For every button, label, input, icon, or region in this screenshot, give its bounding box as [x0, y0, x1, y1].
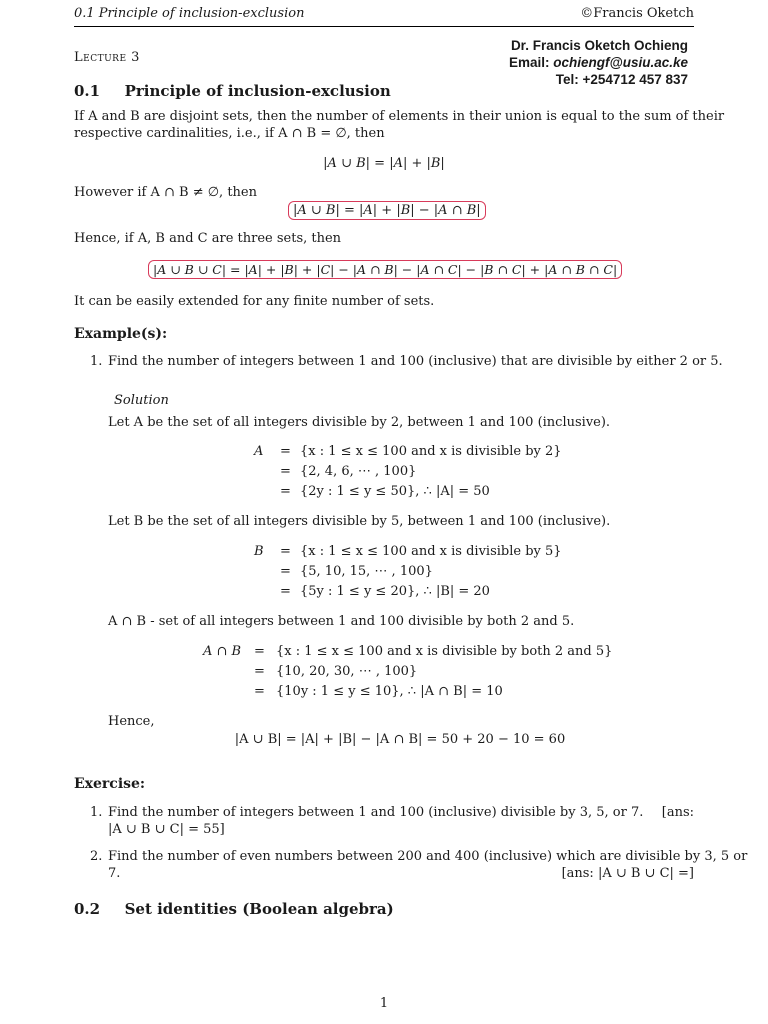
set-a-row-1: {x : 1 ≤ x ≤ 100 and x is divisible by 2}: [300, 444, 562, 459]
eq-sign: =: [254, 684, 265, 699]
equation-disjoint-union: |A ∪ B| = |A| + |B|: [323, 156, 445, 171]
example-1-number: 1.: [90, 354, 103, 369]
set-ab-description: A ∩ B - set of all integers between 1 and 100 divisible by both 2 and 5.: [108, 614, 575, 629]
lecture-label: Lecture 3: [74, 50, 140, 65]
hence-label: Hence,: [108, 714, 155, 729]
set-ab-row-1: {x : 1 ≤ x ≤ 100 and x is divisible by both 2 and 5}: [276, 644, 613, 659]
exercise-2-answer: [ans: |A ∪ B ∪ C| =]: [561, 866, 694, 881]
set-b-row-3: {5y : 1 ≤ y ≤ 20}, ∴ |B| = 20: [300, 584, 490, 599]
exercise-2-line-2: 7.: [108, 866, 121, 881]
set-a-lhs: A: [254, 444, 264, 459]
examples-heading: Example(s):: [74, 326, 168, 342]
author-name: Dr. Francis Oketch Ochieng: [510, 38, 688, 53]
author-email-line: [509, 54, 688, 71]
extension-line: It can be easily extended for any finite number of sets.: [74, 294, 435, 309]
author-block: [509, 37, 688, 88]
eq-sign: =: [254, 644, 265, 659]
exercise-1-question: Find the number of integers between 1 and 100 (inclusive) divisible by 3, 5, or 7.: [108, 805, 644, 820]
page-number: 1: [379, 996, 389, 1011]
intro-line-1: If A and B are disjoint sets, then the number of elements in their union is equal to the sum of their: [74, 109, 725, 124]
exercise-1-answer-bracket: [ans:: [661, 805, 694, 820]
set-ab-row-3: {10y : 1 ≤ y ≤ 10}, ∴ |A ∩ B| = 10: [276, 684, 503, 699]
set-b-row-1: {x : 1 ≤ x ≤ 100 and x is divisible by 5}: [300, 544, 562, 559]
eq-sign: =: [280, 544, 291, 559]
example-1-question: Find the number of integers between 1 and 100 (inclusive) that are divisible by either 2 or 5.: [108, 354, 723, 369]
email-label: Email:: [509, 55, 554, 70]
set-ab-lhs: A ∩ B: [203, 644, 242, 659]
set-b-row-2: {5, 10, 15, ⋯ , 100}: [300, 564, 433, 579]
running-header-copyright: ©Francis Oketch: [580, 6, 694, 21]
section-heading-0-1: [74, 82, 391, 100]
section-heading-0-2: [74, 900, 394, 918]
boxed-equation-two-sets: |A ∪ B| = |A| + |B| − |A ∩ B|: [288, 201, 486, 220]
author-tel: Tel: +254712 457 837: [555, 72, 688, 87]
eq-sign: =: [280, 564, 291, 579]
exercise-1-answer: |A ∪ B ∪ C| = 55]: [108, 822, 225, 837]
section-title: Principle of inclusion-exclusion: [124, 82, 391, 100]
section-number: 0.2: [74, 900, 101, 918]
set-a-description: Let A be the set of all integers divisible by 2, between 1 and 100 (inclusive).: [108, 415, 611, 430]
three-sets-line: Hence, if A, B and C are three sets, then: [74, 231, 342, 246]
set-a-row-2: {2, 4, 6, ⋯ , 100}: [300, 464, 417, 479]
eq-sign: =: [280, 464, 291, 479]
exercise-2-line-1: Find the number of even numbers between 200 and 400 (inclusive) which are divisible by 3, 5 or: [108, 849, 748, 864]
exercise-heading: Exercise:: [74, 776, 146, 792]
final-result-equation: |A ∪ B| = |A| + |B| − |A ∩ B| = 50 + 20 − 10 = 60: [234, 732, 566, 747]
boxed-equation-three-sets: |A ∪ B ∪ C| = |A| + |B| + |C| − |A ∩ B| − |A ∩ C| − |B ∩ C| + |A ∩ B ∩ C|: [148, 260, 622, 279]
set-ab-row-2: {10, 20, 30, ⋯ , 100}: [276, 664, 418, 679]
section-number: 0.1: [74, 82, 101, 100]
section-title: Set identities (Boolean algebra): [124, 900, 394, 918]
set-a-row-3: {2y : 1 ≤ y ≤ 50}, ∴ |A| = 50: [300, 484, 490, 499]
running-header-section: 0.1 Principle of inclusion-exclusion: [74, 6, 305, 21]
exercise-1-number: 1.: [90, 805, 103, 820]
however-line: However if A ∩ B ≠ ∅, then: [74, 185, 257, 200]
set-b-lhs: B: [254, 544, 264, 559]
exercise-2-number: 2.: [90, 849, 103, 864]
author-email: ochiengf@usiu.ac.ke: [553, 55, 688, 70]
eq-sign: =: [254, 664, 265, 679]
set-b-description: Let B be the set of all integers divisible by 5, between 1 and 100 (inclusive).: [108, 514, 611, 529]
intro-line-2: respective cardinalities, i.e., if A ∩ B = ∅, then: [74, 126, 385, 141]
eq-sign: =: [280, 584, 291, 599]
eq-sign: =: [280, 444, 291, 459]
eq-sign: =: [280, 484, 291, 499]
solution-label: Solution: [114, 393, 169, 408]
header-rule: [74, 26, 694, 27]
